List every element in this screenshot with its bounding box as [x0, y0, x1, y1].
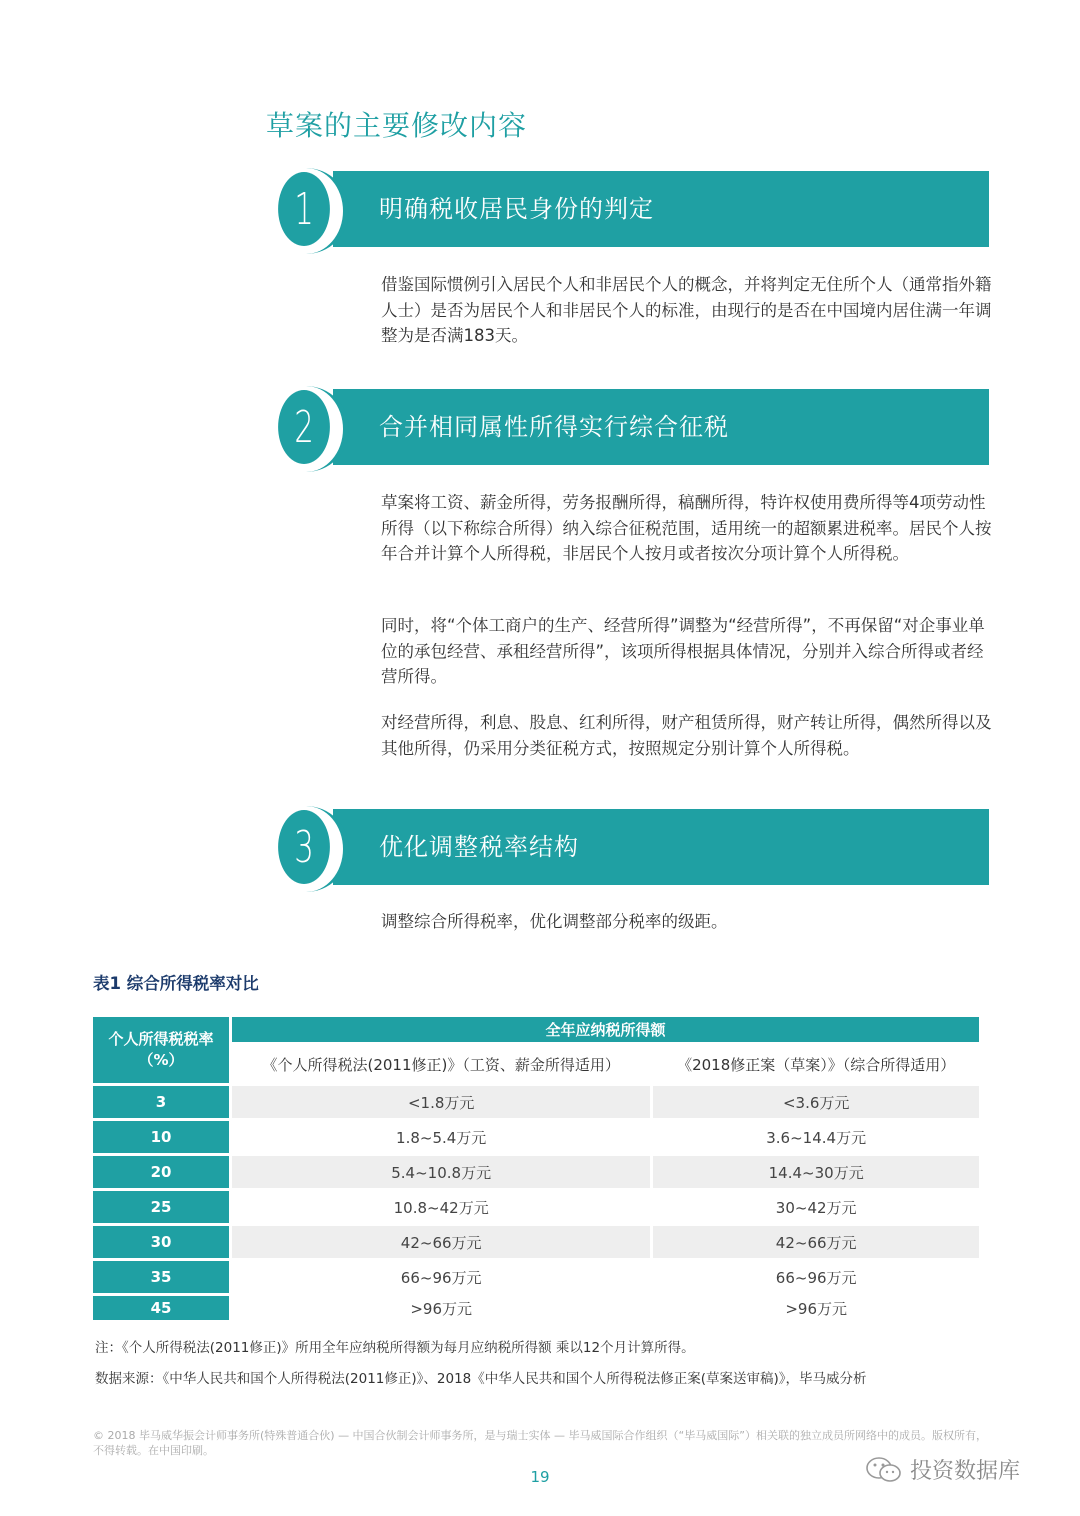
cell-rate: 3: [93, 1086, 229, 1118]
header-rate: [93, 1017, 229, 1083]
cell-col1: >96万元: [232, 1296, 650, 1320]
section-2-paragraph-2: 同时，将“个体工商户的生产、经营所得”调整为“经营所得”，不再保留“对企事业单位的承包经营、承租经营所得”，该项所得根据具体情况，分别并入综合所得或者经营所得。: [381, 616, 985, 686]
section-title: 合并相同属性所得实行综合征税: [379, 413, 729, 441]
section-3-paragraph-1: 调整综合所得税率，优化调整部分税率的级距。: [381, 912, 728, 931]
header-rate-line1: 个人所得税税率: [108, 1030, 214, 1048]
cell-rate: 35: [93, 1261, 229, 1293]
cell-col2: 66~96万元: [653, 1261, 979, 1293]
cell-col2: >96万元: [653, 1296, 979, 1320]
section-number: 2: [278, 390, 330, 464]
watermark-text: 投资数据库: [910, 1459, 1021, 1484]
header-col2: 《2018修正案（草案）》（综合所得适用）: [653, 1045, 979, 1083]
cell-rate: 25: [93, 1191, 229, 1223]
cell-rate: 45: [93, 1296, 229, 1320]
header-col1: 《个人所得税法(2011修正)》（工资、薪金所得适用）: [232, 1045, 650, 1083]
page-number: 19: [530, 1468, 550, 1486]
table-row: [93, 1086, 979, 1118]
cell-col1: 66~96万元: [232, 1261, 650, 1293]
cell-col1: 1.8~5.4万元: [232, 1121, 650, 1153]
section-header-1: [267, 171, 989, 247]
cell-col1: 42~66万元: [232, 1226, 650, 1258]
cell-rate: 20: [93, 1156, 229, 1188]
watermark: [864, 1454, 1020, 1485]
table-row: [93, 1226, 979, 1258]
section-number: 3: [278, 810, 330, 884]
cell-col2: 14.4~30万元: [653, 1156, 979, 1188]
cell-col1: 10.8~42万元: [232, 1191, 650, 1223]
section-title: 明确税收居民身份的判定: [379, 195, 654, 223]
cell-col2: 30~42万元: [653, 1191, 979, 1223]
table-row: [93, 1191, 979, 1223]
cell-rate: 30: [93, 1226, 229, 1258]
cell-col2: 42~66万元: [653, 1226, 979, 1258]
data-source: 数据来源：《中华人民共和国个人所得税法(2011修正)》、2018《中华人民共和国个人所得税法修正案(草案送审稿)》，毕马威分析: [95, 1371, 867, 1387]
header-span: 全年应纳税所得额: [232, 1017, 979, 1042]
section-number: 1: [278, 172, 330, 246]
header-rate-line2: （%）: [138, 1051, 184, 1069]
section-1-paragraph-1: 借鉴国际惯例引入居民个人和非居民个人的概念，并将判定无住所个人（通常指外籍人士）是否为居民个人和非居民个人的标准，由现行的是否在中国境内居住满一年调整为是否满183天。: [381, 275, 992, 345]
cell-col2: <3.6万元: [653, 1086, 979, 1118]
section-2-paragraph-3: 对经营所得，利息、股息、红利所得，财产租赁所得，财产转让所得，偶然所得以及其他所得，仍采用分类征税方式，按照规定分别计算个人所得税。: [381, 713, 992, 758]
table-row: [93, 1121, 979, 1153]
table-row: [93, 1261, 979, 1293]
section-header-2: [267, 389, 989, 465]
page-title: 草案的主要修改内容: [266, 109, 528, 142]
table-note: 注：《个人所得税法(2011修正)》所用全年应纳税所得额为每月应纳税所得额 乘以12个月计算所得。: [95, 1340, 695, 1356]
table-row: [93, 1156, 979, 1188]
tax-rate-table: [90, 1014, 982, 1323]
table-header-row: [93, 1017, 979, 1042]
cell-rate: 10: [93, 1121, 229, 1153]
cell-col1: 5.4~10.8万元: [232, 1156, 650, 1188]
table-caption: 表1 综合所得税率对比: [93, 974, 259, 993]
footer-legal: © 2018 毕马威华振会计师事务所(特殊普通合伙) — 中国合伙制会计师事务所，是与瑞士实体 — 毕马威国际合作组织（“毕马威国际”）相关联的独立成员所网络中的成员。版权所有，不得转载。在中国印刷。: [93, 1429, 987, 1457]
section-header-3: [267, 809, 989, 885]
wechat-icon: [864, 1455, 904, 1485]
cell-col2: 3.6~14.4万元: [653, 1121, 979, 1153]
table-row: [93, 1296, 979, 1320]
section-title: 优化调整税率结构: [379, 833, 579, 861]
section-2-paragraph-1: 草案将工资、薪金所得，劳务报酬所得，稿酬所得，特许权使用费所得等4项劳动性所得（以下称综合所得）纳入综合征税范围，适用统一的超额累进税率。居民个人按年合并计算个人所得税，非居民个人按月或者按次分项计算个人所得税。: [381, 493, 992, 563]
cell-col1: <1.8万元: [232, 1086, 650, 1118]
